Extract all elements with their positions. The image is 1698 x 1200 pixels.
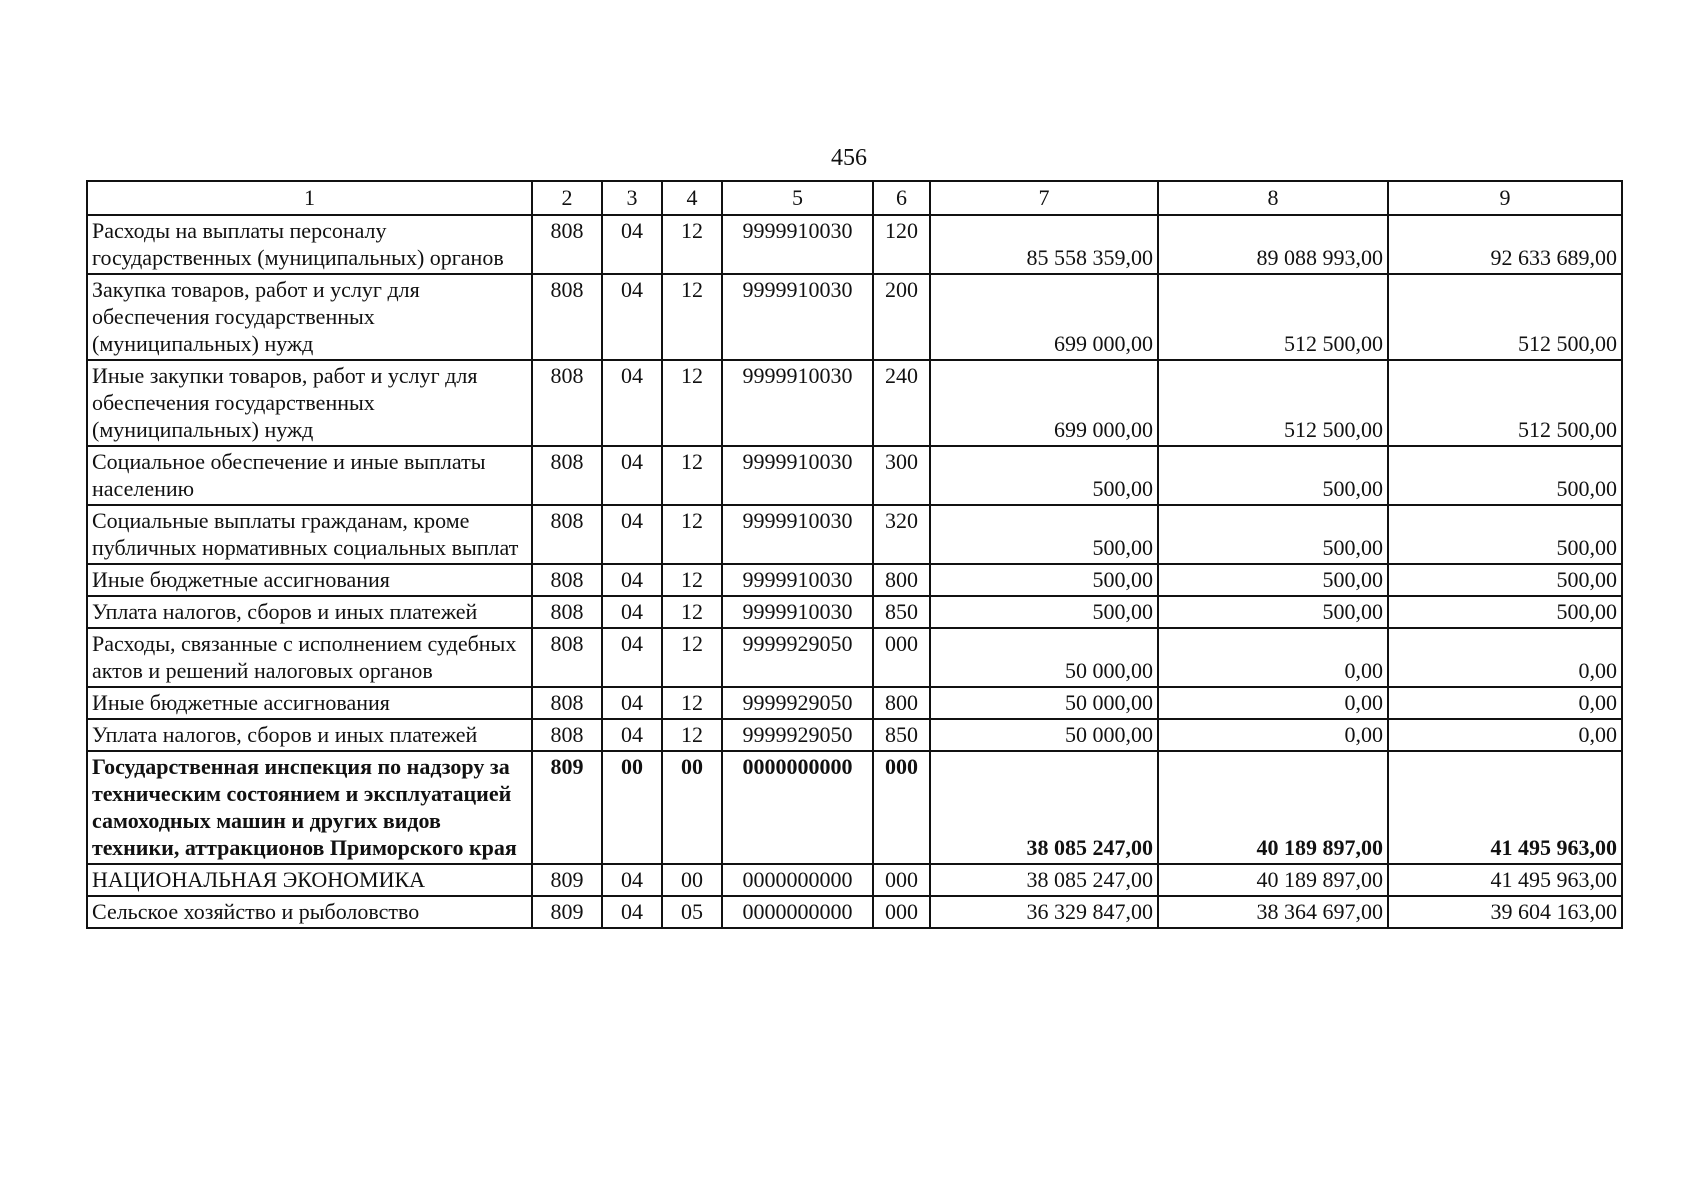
code-cell: 05 [662,896,722,928]
code-cell: 850 [873,596,930,628]
code-cell: 12 [662,596,722,628]
amount-cell: 0,00 [1388,628,1622,687]
column-header: 8 [1158,181,1388,215]
code-cell: 12 [662,446,722,505]
amount-cell: 512 500,00 [1388,274,1622,360]
code-cell: 12 [662,628,722,687]
code-cell: 04 [602,215,662,274]
amount-cell: 500,00 [1388,596,1622,628]
amount-cell: 0,00 [1158,719,1388,751]
code-cell: 000 [873,751,930,864]
row-name: Государственная инспекция по надзору за техническим состоянием и эксплуатацией самоходных машин и других видов техники, аттракционов Приморского края [87,751,532,864]
code-cell: 808 [532,274,602,360]
table-row [87,628,1622,687]
code-cell: 0000000000 [722,864,873,896]
amount-cell: 500,00 [930,505,1158,564]
code-cell: 000 [873,628,930,687]
code-cell: 320 [873,505,930,564]
row-name: Расходы, связанные с исполнением судебных актов и решений налоговых органов [87,628,532,687]
table-row [87,751,1622,864]
amount-cell: 38 364 697,00 [1158,896,1388,928]
code-cell: 809 [532,751,602,864]
code-cell: 04 [602,719,662,751]
code-cell: 120 [873,215,930,274]
table-row [87,446,1622,505]
code-cell: 808 [532,719,602,751]
column-header: 6 [873,181,930,215]
code-cell: 9999910030 [722,446,873,505]
code-cell: 850 [873,719,930,751]
code-cell: 9999929050 [722,628,873,687]
column-header: 4 [662,181,722,215]
header-row [87,181,1622,215]
amount-cell: 699 000,00 [930,360,1158,446]
code-cell: 9999910030 [722,505,873,564]
code-cell: 300 [873,446,930,505]
row-name: Иные бюджетные ассигнования [87,687,532,719]
table-row [87,564,1622,596]
amount-cell: 512 500,00 [1158,360,1388,446]
amount-cell: 38 085 247,00 [930,864,1158,896]
amount-cell: 0,00 [1388,687,1622,719]
amount-cell: 500,00 [1158,505,1388,564]
row-name: Расходы на выплаты персоналу государственных (муниципальных) органов [87,215,532,274]
row-name: Социальное обеспечение и иные выплаты населению [87,446,532,505]
code-cell: 00 [662,864,722,896]
code-cell: 809 [532,896,602,928]
amount-cell: 41 495 963,00 [1388,751,1622,864]
code-cell: 9999929050 [722,719,873,751]
code-cell: 0000000000 [722,751,873,864]
table-row [87,687,1622,719]
column-header: 5 [722,181,873,215]
amount-cell: 39 604 163,00 [1388,896,1622,928]
code-cell: 808 [532,360,602,446]
code-cell: 04 [602,360,662,446]
code-cell: 808 [532,687,602,719]
amount-cell: 512 500,00 [1158,274,1388,360]
code-cell: 04 [602,687,662,719]
amount-cell: 500,00 [1388,505,1622,564]
amount-cell: 38 085 247,00 [930,751,1158,864]
amount-cell: 89 088 993,00 [1158,215,1388,274]
row-name: Уплата налогов, сборов и иных платежей [87,596,532,628]
table-row [87,215,1622,274]
amount-cell: 500,00 [1158,564,1388,596]
amount-cell: 500,00 [1388,446,1622,505]
amount-cell: 500,00 [1388,564,1622,596]
code-cell: 0000000000 [722,896,873,928]
amount-cell: 0,00 [1158,628,1388,687]
code-cell: 200 [873,274,930,360]
code-cell: 800 [873,564,930,596]
amount-cell: 40 189 897,00 [1158,864,1388,896]
row-name: Уплата налогов, сборов и иных платежей [87,719,532,751]
amount-cell: 512 500,00 [1388,360,1622,446]
page-number: 456 [831,145,867,171]
table-row [87,505,1622,564]
code-cell: 04 [602,864,662,896]
code-cell: 800 [873,687,930,719]
amount-cell: 699 000,00 [930,274,1158,360]
code-cell: 9999910030 [722,215,873,274]
code-cell: 12 [662,215,722,274]
code-cell: 808 [532,628,602,687]
amount-cell: 500,00 [1158,446,1388,505]
code-cell: 12 [662,505,722,564]
amount-cell: 92 633 689,00 [1388,215,1622,274]
code-cell: 9999910030 [722,360,873,446]
column-header: 2 [532,181,602,215]
code-cell: 808 [532,596,602,628]
row-name: Закупка товаров, работ и услуг для обеспечения государственных (муниципальных) нужд [87,274,532,360]
code-cell: 12 [662,274,722,360]
amount-cell: 40 189 897,00 [1158,751,1388,864]
column-header: 3 [602,181,662,215]
table-row [87,896,1622,928]
code-cell: 240 [873,360,930,446]
code-cell: 12 [662,687,722,719]
code-cell: 04 [602,564,662,596]
code-cell: 04 [602,896,662,928]
code-cell: 808 [532,564,602,596]
table-row [87,360,1622,446]
amount-cell: 41 495 963,00 [1388,864,1622,896]
code-cell: 9999929050 [722,687,873,719]
code-cell: 9999910030 [722,596,873,628]
budget-table [86,180,1623,929]
code-cell: 04 [602,505,662,564]
amount-cell: 85 558 359,00 [930,215,1158,274]
code-cell: 00 [602,751,662,864]
amount-cell: 500,00 [930,446,1158,505]
amount-cell: 500,00 [1158,596,1388,628]
code-cell: 12 [662,564,722,596]
code-cell: 04 [602,628,662,687]
row-name: Иные бюджетные ассигнования [87,564,532,596]
code-cell: 9999910030 [722,274,873,360]
code-cell: 808 [532,215,602,274]
code-cell: 04 [602,446,662,505]
amount-cell: 50 000,00 [930,719,1158,751]
code-cell: 12 [662,360,722,446]
amount-cell: 500,00 [930,596,1158,628]
amount-cell: 36 329 847,00 [930,896,1158,928]
code-cell: 808 [532,446,602,505]
column-header: 1 [87,181,532,215]
amount-cell: 0,00 [1158,687,1388,719]
column-header: 7 [930,181,1158,215]
table-row [87,596,1622,628]
table-row [87,719,1622,751]
amount-cell: 50 000,00 [930,687,1158,719]
code-cell: 00 [662,751,722,864]
code-cell: 04 [602,274,662,360]
code-cell: 809 [532,864,602,896]
table-row [87,274,1622,360]
code-cell: 000 [873,864,930,896]
code-cell: 808 [532,505,602,564]
code-cell: 12 [662,719,722,751]
code-cell: 000 [873,896,930,928]
code-cell: 04 [602,596,662,628]
row-name: Социальные выплаты гражданам, кроме публичных нормативных социальных выплат [87,505,532,564]
table-row [87,864,1622,896]
row-name: Сельское хозяйство и рыболовство [87,896,532,928]
row-name: Иные закупки товаров, работ и услуг для обеспечения государственных (муниципальных) нужд [87,360,532,446]
amount-cell: 500,00 [930,564,1158,596]
column-header: 9 [1388,181,1622,215]
row-name: НАЦИОНАЛЬНАЯ ЭКОНОМИКА [87,864,532,896]
code-cell: 9999910030 [722,564,873,596]
amount-cell: 50 000,00 [930,628,1158,687]
amount-cell: 0,00 [1388,719,1622,751]
